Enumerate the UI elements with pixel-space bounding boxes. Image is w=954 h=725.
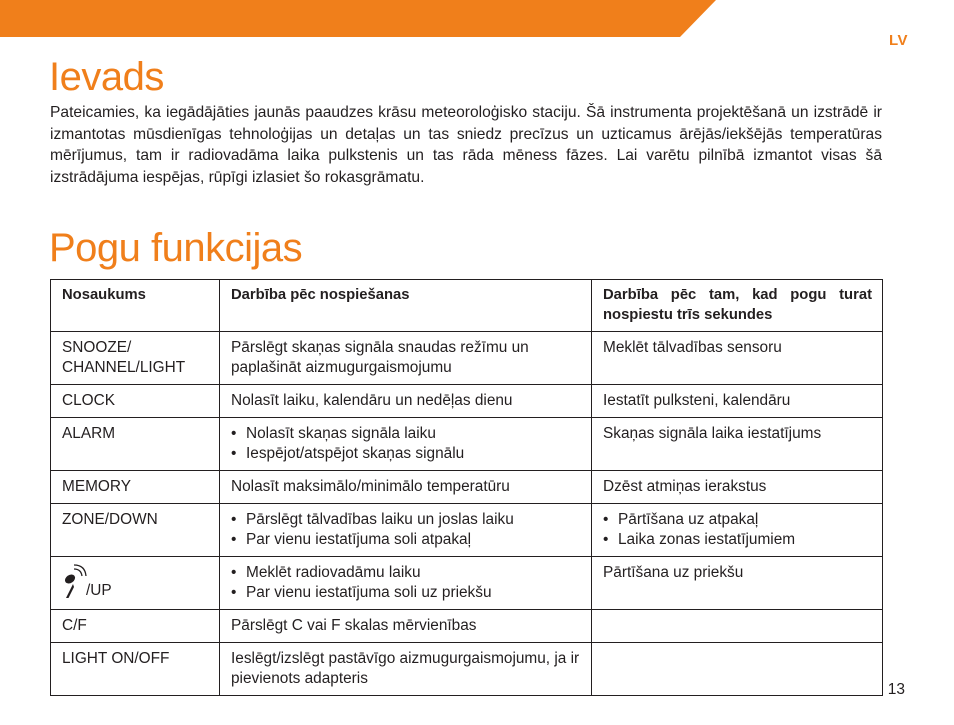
row-hold: Meklēt tālvadības sensoru <box>592 332 883 385</box>
header-press: Darbība pēc nospiešanas <box>220 280 592 332</box>
row-name: ZONE/DOWN <box>51 504 220 557</box>
table-row <box>51 471 883 504</box>
list-item: • Meklēt radiovadāmu laiku <box>231 563 581 583</box>
list-item: • Iespējot/atspējot skaņas signālu <box>231 444 581 464</box>
row-hold: Iestatīt pulksteni, kalendāru <box>592 385 883 418</box>
functions-title: Pogu funkcijas <box>49 226 303 270</box>
intro-title: Ievads <box>49 55 164 99</box>
table-row <box>51 385 883 418</box>
list-item: • Par vienu iestatījuma soli atpakaļ <box>231 530 581 550</box>
press-list <box>231 510 581 550</box>
row-name: CLOCK <box>51 385 220 418</box>
row-name <box>51 557 220 610</box>
table-row <box>51 643 883 696</box>
list-item: • Par vienu iestatījuma soli uz priekšu <box>231 583 581 603</box>
table-row <box>51 418 883 471</box>
row-name-label: /UP <box>86 582 112 599</box>
intro-paragraph: Pateicamies, ka iegādājāties jaunās paaudzes krāsu meteoroloģisko staciju. Šā instrumenta projektēšanā un izstrādē ir izmantotas mūsdienīgas tehnoloģijas un detaļas un tas sniedz precīzus un uzticamus ārējās/iekšējās temperatūras mērījumus, tam ir radiovadāma laika pulkstenis un tas rāda mēness fāzes. Lai varētu pilnībā izmantot visas šā izstrādājuma iespējas, rūpīgi izlasiet šo rokasgrāmatu. <box>50 104 882 186</box>
radio-tower-icon <box>61 563 87 605</box>
row-press: Ieslēgt/izslēgt pastāvīgo aizmugurgaismojumu, ja ir pievienots adapteris <box>220 643 592 696</box>
header-accent-bar <box>0 0 954 37</box>
row-name: C/F <box>51 610 220 643</box>
row-hold: Pārtīšana uz priekšu <box>592 557 883 610</box>
hold-list <box>603 510 872 550</box>
table-header-row <box>51 280 883 332</box>
table-row <box>51 332 883 385</box>
list-item: • Pārslēgt tālvadības laiku un joslas laiku <box>231 510 581 530</box>
header-name: Nosaukums <box>51 280 220 332</box>
row-press <box>220 557 592 610</box>
row-press: Nolasīt laiku, kalendāru un nedēļas dienu <box>220 385 592 418</box>
row-hold <box>592 504 883 557</box>
header-hold: Darbība pēc tam, kad pogu turat nospiestu trīs sekundes <box>592 280 883 332</box>
row-press <box>220 504 592 557</box>
list-item: • Pārtīšana uz atpakaļ <box>603 510 872 530</box>
row-press: Pārslēgt C vai F skalas mērvienības <box>220 610 592 643</box>
list-item: • Laika zonas iestatījumiem <box>603 530 872 550</box>
row-name: SNOOZE/ CHANNEL/LIGHT <box>51 332 220 385</box>
row-press: Nolasīt maksimālo/minimālo temperatūru <box>220 471 592 504</box>
row-name: ALARM <box>51 418 220 471</box>
page-number: 13 <box>887 681 905 698</box>
language-code: LV <box>888 32 908 49</box>
row-name: LIGHT ON/OFF <box>51 643 220 696</box>
press-list <box>231 563 581 603</box>
row-name: MEMORY <box>51 471 220 504</box>
button-functions-table <box>50 279 883 696</box>
table-row <box>51 504 883 557</box>
table-row <box>51 557 883 610</box>
row-press <box>220 418 592 471</box>
row-hold <box>592 610 883 643</box>
list-item: • Nolasīt skaņas signāla laiku <box>231 424 581 444</box>
press-list <box>231 424 581 464</box>
row-hold: Dzēst atmiņas ierakstus <box>592 471 883 504</box>
row-hold <box>592 643 883 696</box>
row-hold: Skaņas signāla laika iestatījums <box>592 418 883 471</box>
table-row <box>51 610 883 643</box>
row-press: Pārslēgt skaņas signāla snaudas režīmu un paplašināt aizmugurgaismojumu <box>220 332 592 385</box>
